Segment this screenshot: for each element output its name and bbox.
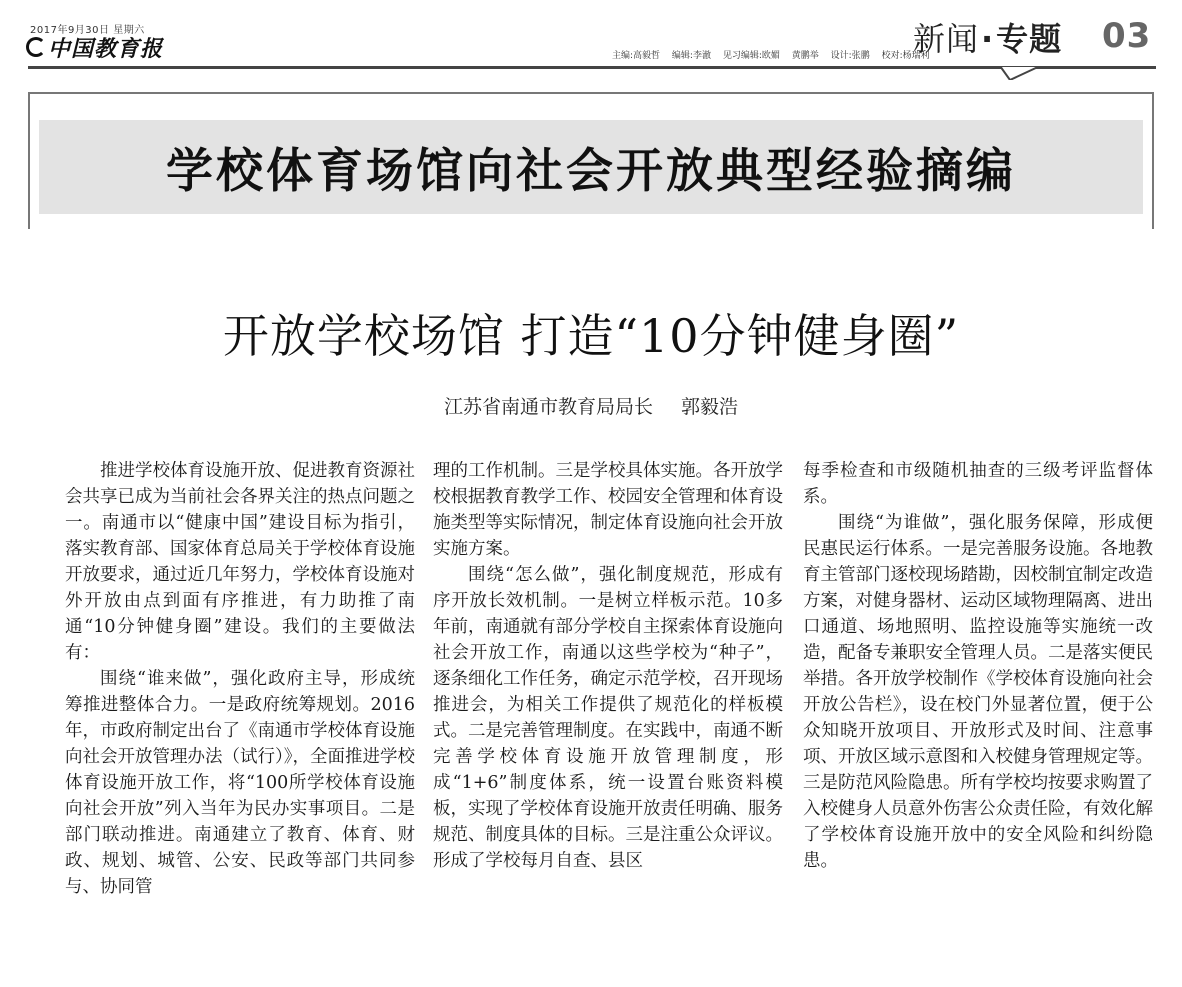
credit-designer: 设计:张鹏 [830, 51, 870, 61]
section-topic: 专题 [996, 20, 1063, 58]
paragraph: 推进学校体育设施开放、促进教育资源社会共享已成为当前社会各界关注的热点问题之一。南通市以“健康中国”建设目标为指引，落实教育部、国家体育总局关于学校体育设施开放要求，通过近几年努力，学校体育设施对外开放由点到面有序推进，有力助推了南通“10分钟健身圈”建设。我们的主要做法有： [65, 461, 415, 663]
paragraph: 围绕“谁来做”，强化政府主导，形成统筹推进整体合力。一是政府统筹规划。2016年，市政府制定出台了《南通市学校体育设施向社会开放管理办法（试行）》，全面推进学校体育设施开放工作，将“100所学校体育设施向社会开放”列入当年为民办实事项目。二是部门联动推进。南通建立了教育、体育、财政、规划、城管、公安、民政等部门共同参与、协同管 [65, 669, 415, 897]
paragraph-continued: 每季检查和市级随机抽查的三级考评监督体系。 [803, 461, 1153, 507]
article-column-3 [803, 458, 1153, 874]
logo-text: 中国教育报 [48, 35, 164, 62]
article-byline [0, 392, 1182, 419]
paragraph: 围绕“为谁做”，强化服务保障，形成便民惠民运行体系。一是完善服务设施。各地教育主管部门逐校现场踏勘，因校制宜制定改造方案，对健身器材、运动区域物理隔离、进出口通道、场地照明、监控设施等实施统一改造，配备专兼职安全管理人员。二是落实便民举措。各开放学校制作《学校体育设施向社会开放公告栏》，设在校门外显著位置，便于公众知晓开放项目、开放形式及时间、注意事项、开放区域示意图和入校健身管理规定等。三是防范风险隐患。所有学校均按要求购置了入校健身人员意外伤害公众责任险，有效化解了学校体育设施开放中的安全风险和纠纷隐患。 [803, 513, 1153, 871]
paragraph-continued: 理的工作机制。三是学校具体实施。各开放学校根据教育教学工作、校园安全管理和体育设施类型等实际情况，制定体育设施向社会开放实施方案。 [433, 461, 783, 559]
credit-trainee-editor: 见习编辑:欧媚 [722, 51, 780, 61]
banner-title: 学校体育场馆向社会开放典型经验摘编 [166, 143, 1016, 199]
newspaper-logo [26, 34, 163, 60]
paragraph: 围绕“怎么做”，强化制度规范，形成有序开放长效机制。一是树立样板示范。10多年前，南通就有部分学校自主探索体育设施向社会开放工作，南通以这些学校为“种子”，逐条细化工作任务，确定示范学校，召开现场推进会，为相关工作提供了规范化的样板模式。二是完善管理制度。在实践中，南通不断完善学校体育设施开放管理制度，形成“1+6”制度体系，统一设置台账资料模板，实现了学校体育设施开放责任明确、服务规范、制度具体的目标。三是注重公众评议。形成了学校每月自查、县区 [433, 565, 783, 871]
masthead [0, 0, 1182, 80]
credit-proofreader: 校对:杨瑞利 [881, 51, 930, 61]
article-column-1 [65, 458, 415, 900]
credit-chief-editor: 主编:高毅哲 [612, 51, 661, 61]
article-headline: 开放学校场馆 打造“10分钟健身圈” [222, 309, 960, 363]
header-rule [28, 66, 1156, 69]
logo-mark-icon [26, 37, 46, 57]
issue-date: 2017年9月30日 星期六 [30, 25, 145, 36]
banner [39, 120, 1143, 214]
byline-author: 郭毅浩 [681, 396, 739, 418]
header-notch-icon [1000, 58, 1040, 80]
editorial-credits [612, 48, 939, 61]
article-column-2 [433, 458, 783, 874]
byline-organization: 江苏省南通市教育局局长 [443, 396, 653, 418]
section-title [913, 14, 1062, 60]
page-number: 03 [1102, 16, 1152, 56]
section-name: 新闻 [913, 20, 980, 58]
section-separator: · [981, 20, 995, 58]
credit-editor: 编辑:李澈 [671, 51, 711, 61]
credit-trainee-editor-2: 黄鹏举 [791, 51, 819, 61]
